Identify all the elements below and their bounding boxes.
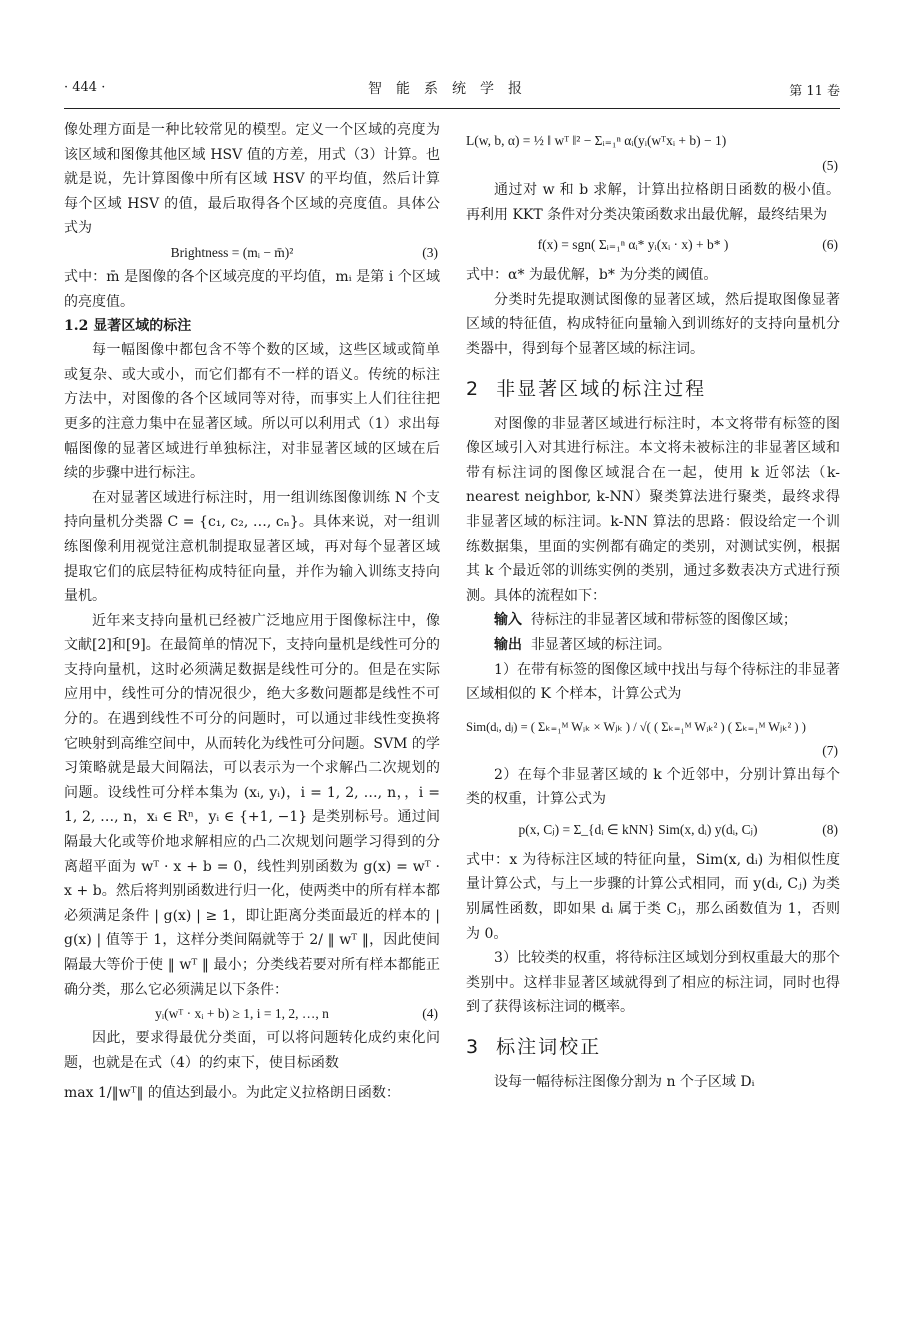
paragraph: 在对显著区域进行标注时，用一组训练图像训练 N 个支持向量机分类器 C = {c₁, c₂, …, cₙ}。具体来说，对一组训练图像利用视觉注意机制提取显著区域，再对每个显著区域提取它们的底层特征构成特征向量，并作为输入训练支持向量机。: [64, 489, 440, 605]
paragraph: max 1/‖wᵀ‖ 的值达到最小。为此定义拉格朗日函数：: [64, 1085, 400, 1102]
volume-label: 第 11 卷: [789, 84, 840, 99]
paragraph: 式中：x 为待标注区域的特征向量，Sim(x, dᵢ) 为相似性度量计算公式，与上一步骤的计算公式相同，而 y(dᵢ, Cⱼ) 为类别属性函数，即如果 dᵢ 属于类 Cⱼ，那么函数值为 1，否则为 0。: [466, 851, 840, 942]
running-header: [64, 74, 840, 102]
right-column: [466, 118, 840, 1095]
section-title: 标注词校正: [496, 1036, 602, 1059]
equation-8: [466, 812, 840, 848]
paragraph: 像处理方面是一种比较常见的模型。定义一个区域的亮度为该区域和图像其他区域 HSV 值的方差，用式（3）计算。也就是说，先计算图像中所有区域 HSV 的平均值，然后计算每个区域 HSV 的值，最后取得各个区域的亮度值。具体公式为: [64, 122, 440, 237]
paragraph: 式中：m̄ 是图像的各个区域亮度的平均值，mᵢ 是第 i 个区域的亮度值。: [64, 268, 440, 310]
equation-7-number-row: [466, 739, 840, 763]
output-paragraph: [466, 633, 840, 658]
output-text: 非显著区域的标注词。: [530, 636, 671, 653]
equation-body: Sim(dᵢ, dⱼ) = ( Σₖ₌₁ᴹ Wᵢₖ × Wⱼₖ ) / √( ( Σₖ₌₁ᴹ Wᵢₖ² ) ( Σₖ₌₁ᴹ Wⱼₖ² ) ): [466, 719, 806, 734]
equation-number: (8): [822, 821, 838, 837]
paragraph: 式中：α* 为最优解，b* 为分类的阈值。: [466, 267, 718, 284]
equation-number: (5): [822, 158, 838, 173]
paragraph: 近年来支持向量机已经被广泛地应用于图像标注中，像文献[2]和[9]。在最简单的情况下，支持向量机是线性可分的支持向量机，这时必须满足数据是线性可分的。但是在实际应用中，线性可分的情况很少，绝大多数问题都是线性不可分的。在遇到线性不可分的问题时，可以通过非线性变换将它映射到高维空间中，从而转化为线性可分问题。SVM 的学习策略就是最大间隔法，可以表示为一个求解凸二次规划的问题。设线性可分样本集为 (xᵢ, yᵢ)，i = 1, 2, …, n，，i = 1, 2, …, n，xᵢ ∈ Rⁿ，yᵢ ∈ {+1, −1} 是类别标号。通过间隔最大化或等价地求解相应的凸二次规划问题学习得到的分离超平面为 wᵀ · x + b = 0，线性判别函数为 g(x) = wᵀ · x + b。然后将判别函数进行归一化，使两类中的所有样本都必须满足条件 | g(x) | ≥ 1，即让距离分类面最近的样本的 | g(x) | 值等于 1，这样分类间隔就等于 2/ ‖ wᵀ ‖，因此使间隔最大等价于使 ‖ wᵀ ‖ 最小；分类线若要对所有样本都能正确分类，那么它必须满足以下条件：: [64, 612, 440, 998]
equation-body: Brightness = (mᵢ − m̄)²: [170, 244, 294, 260]
equation-5-number-row: [466, 154, 840, 178]
input-text: 待标注的非显著区域和带标签的图像区域；: [530, 612, 797, 629]
equation-number: (3): [422, 244, 438, 260]
input-paragraph: [466, 608, 840, 633]
paragraph: 对图像的非显著区域进行标注时，本文将带有标签的图像区域引入对其进行标注。本文将未被标注的非显著区域和带有标注词的图像区域混合在一起，使用 k 近邻法（k-nearest neighbor, k-NN）聚类算法进行聚类，最终求得非显著区域的标注词。k-NN 算法的思路：假设给定一个训练数据集，里面的实例都有确定的类别，对测试实例，根据其 k 个最近邻的训练实例的类别，通过多数表决方式进行预测。具体的流程如下：: [466, 415, 840, 604]
equation-number: (4): [422, 1006, 438, 1022]
step-paragraph: 2）在每个非显著区域的 k 个近邻中，分别计算出每个类的权重，计算公式为: [466, 766, 840, 808]
page-number: · 444 ·: [64, 80, 106, 95]
header-rule: [64, 108, 840, 109]
section-heading: [466, 374, 840, 404]
equation-7: [466, 707, 840, 739]
paragraph: 因此，要求得最优分类面，可以将问题转化成约束化问题，也就是在式（4）的约束下，使目标函数: [64, 1030, 440, 1071]
equation-body: p(x, Cⱼ) = Σ_{dᵢ ∈ kNN} Sim(x, dᵢ) y(dᵢ, Cⱼ): [518, 821, 758, 837]
equation-body: yᵢ(wᵀ · xᵢ + b) ≥ 1, i = 1, 2, …, n: [155, 1006, 329, 1022]
subsection-heading: 1.2 显著区域的标注: [64, 318, 192, 335]
paragraph: 分类时先提取测试图像的显著区域，然后提取图像显著区域的特征值，构成特征向量输入到训练好的支持向量机分类器中，得到每个显著区域的标注词。: [466, 291, 840, 357]
equation-6: [466, 227, 840, 263]
equation-5: [466, 118, 840, 154]
paragraph: 设每一幅待标注图像分割为 n 个子区域 Dᵢ: [494, 1074, 755, 1091]
step-paragraph: 3）比较类的权重，将待标注区域划分到权重最大的那个类别中。这样非显著区域就得到了相应的标注词，同时也得到了获得该标注词的概率。: [466, 950, 840, 1016]
equation-3: [64, 241, 440, 265]
journal-title: 智能系统学报: [368, 81, 536, 97]
section-number: 2: [466, 377, 481, 400]
equation-body: L(w, b, α) = ½ ‖ wᵀ ‖² − Σᵢ₌₁ⁿ αᵢ(yᵢ(wᵀxᵢ + b) − 1): [466, 133, 727, 148]
section-number: 3: [466, 1036, 481, 1059]
equation-number: (7): [822, 742, 838, 758]
section-heading: [466, 1032, 840, 1062]
output-label: 输出: [494, 636, 522, 653]
equation-4: [64, 1002, 440, 1026]
input-label: 输入: [494, 612, 522, 629]
section-title: 非显著区域的标注过程: [496, 377, 707, 400]
paragraph: 每一幅图像中都包含不等个数的区域，这些区域或简单或复杂、或大或小，而它们都有不一样的语义。传统的标注方法中，对图像的各个区域同等对待，而事实上人们往往把更多的注意力集中在显著区域。所以可以利用式（1）求出每幅图像的显著区域进行单独标注，对非显著区域的区域在后续的步骤中进行标注。: [64, 342, 440, 482]
paragraph: 通过对 w 和 b 求解，计算出拉格朗日函数的极小值。再利用 KKT 条件对分类决策函数求出最优解，最终结果为: [466, 182, 840, 223]
equation-body: f(x) = sgn( Σᵢ₌₁ⁿ αᵢ* yᵢ(xᵢ · x) + b* ): [537, 237, 729, 253]
equation-number: (6): [822, 237, 838, 253]
left-column: [64, 118, 440, 1106]
step-paragraph: 1）在带有标签的图像区域中找出与每个待标注的非显著区域相似的 K 个样本，计算公式为: [466, 661, 840, 703]
